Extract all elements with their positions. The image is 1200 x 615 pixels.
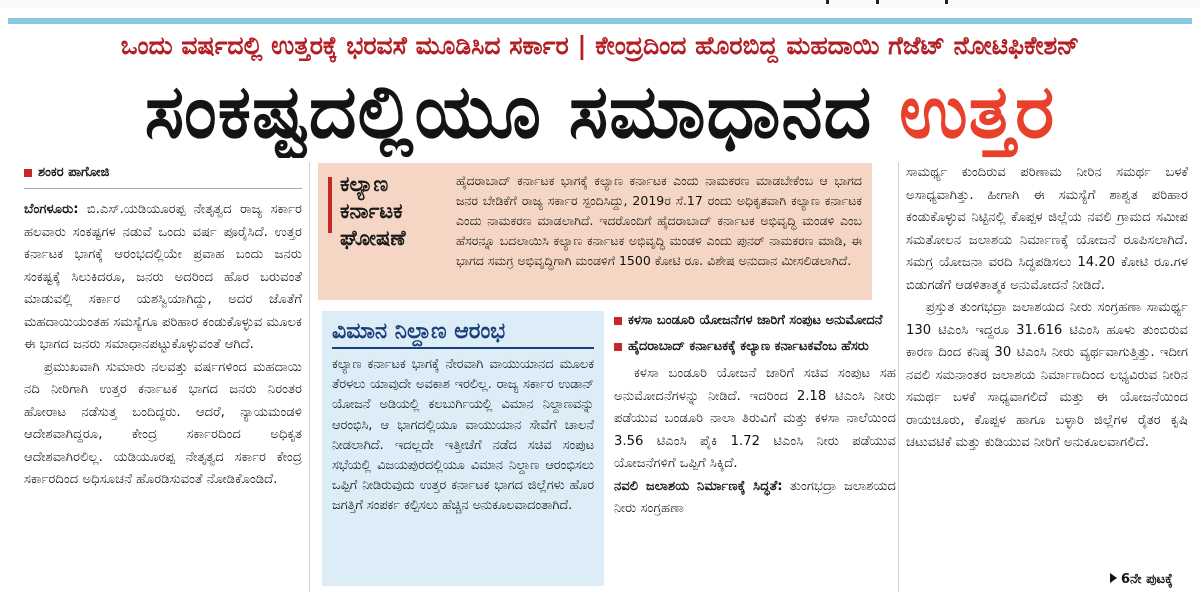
infobox-body: ಹೈದರಾಬಾದ್ ಕರ್ನಾಟಕ ಭಾಗಕ್ಕೆ ಕಲ್ಯಾಣ ಕರ್ನಾಟಕ ಎಂದು ನಾಮಕರಣ ಮಾಡಬೇಕೆಂಬ ಆ ಭಾಗದ ಜನರ ಬೇಡಿಕೆಗೆ ರಾಜ್ಯ ಸರ್ಕಾರ ಸ್ಪಂದಿಸಿದ್ದು, 2019ರ ಸೆ.17 ರಂದು ಅಧಿಕೃತವಾಗಿ ಕಲ್ಯಾಣ ಕರ್ನಾಟಕ ಎಂದು ನಾಮಕರಣ ಮಾಡಲಾಗಿದೆ. ಇದರೊಂದಿಗೆ ಹೈದರಾಬಾದ್ ಕರ್ನಾಟಕ ಅಭಿವೃದ್ಧಿ ಮಂಡಳಿ ಎಂಬ ಹೆಸರನ್ನೂ ಬದಲಾಯಿಸಿ ಕಲ್ಯಾಣ ಕರ್ನಾಟಕ ಅಭಿವೃದ್ಧಿ ಮಂಡಳಿ ಎಂದು ಪುನರ್ ನಾಮಕರಣ ಮಾಡಿ, ಈ ಭಾಗದ ಸಮಗ್ರ ಅಭಿವೃದ್ಧಿಗಾಗಿ ಮಂಡಳಿಗೆ 1500 ಕೋಟಿ ರೂ. ವಿಶೇಷ ಅನುದಾನ ಮೀಸಲಿಡಲಾಗಿದೆ.	[456, 173, 862, 268]
byline-author: ಶಂಕರ ಪಾಗೋಜಿ	[38, 165, 110, 180]
paragraph-text: ಬಿ.ಎಸ್.ಯಡಿಯೂರಪ್ಪ ನೇತೃತ್ವದ ರಾಜ್ಯ ಸರ್ಕಾರ ಹಲವಾರು ಸಂಕಷ್ಟಗಳ ನಡುವೆ ಒಂದು ವರ್ಷ ಪೂರೈಸಿದೆ. ಉತ್ತರ ಕರ್ನಾಟಕ ಭಾಗಕ್ಕೆ ಆರಂಭದಲ್ಲಿಯೇ ಪ್ರವಾಹ ಬಂದು ಜನರು ಸಂಕಷ್ಟಕ್ಕೆ ಸಿಲುಕಿದರೂ, ಜನರು ಅದರಿಂದ ಹೊರ ಬರುವಂತೆ ಮಾಡುವಲ್ಲಿ ಸರ್ಕಾರ ಯಶಸ್ವಿಯಾಗಿದ್ದು, ಅದರ ಜೊತೆಗೆ ಮಹದಾಯಿಯಂತಹ ಸಮಸ್ಯೆಗೂ ಪರಿಹಾರ ಕಂಡುಕೊಳ್ಳುವ ಮೂಲಕ ಈ ಭಾಗದ ಜನರು ಸಮಾಧಾನಪಟ್ಟುಕೊಳ್ಳುವಂತೆ ಆಗಿದೆ.	[24, 202, 302, 352]
continued-link[interactable]	[1110, 572, 1173, 587]
kalyana-karnataka-box	[318, 163, 872, 300]
top-mark	[826, 0, 829, 4]
subhead-text: ಹೈದರಾಬಾದ್ ಕರ್ನಾಟಕಕ್ಕೆ ಕಲ್ಯಾಣ ಕರ್ನಾಟಕವೆಂಬ ಹೆಸರು	[628, 339, 869, 354]
top-mark	[945, 0, 948, 4]
paragraph	[614, 476, 896, 521]
column-divider	[898, 162, 899, 592]
paragraph	[24, 199, 302, 357]
paragraph-lead: ನವಲಿ ಜಲಾಶಯ ನಿರ್ಮಾಣಕ್ಕೆ ಸಿದ್ಧತೆ:	[614, 478, 783, 494]
byline-divider	[24, 188, 302, 189]
bullet-square-icon	[614, 317, 622, 325]
column-1	[24, 162, 302, 492]
airport-body: ಕಲ್ಯಾಣ ಕರ್ನಾಟಕ ಭಾಗಕ್ಕೆ ನೇರವಾಗಿ ವಾಯುಯಾನದ ಮೂಲಕ ತೆರಳಲು ಯಾವುದೇ ಅವಕಾಶ ಇರಲಿಲ್ಲ. ರಾಜ್ಯ ಸರ್ಕಾರ ಉಡಾನ್ ಯೋಜನೆ ಅಡಿಯಲ್ಲಿ ಕಲಬುರ್ಗಿಯಲ್ಲಿ ವಿಮಾನ ನಿಲ್ದಾಣವನ್ನು ಆರಂಭಿಸಿ, ಆ ಭಾಗದಲ್ಲಿಯೂ ವಾಯುಯಾನ ಸೇವೆಗೆ ಚಾಲನೆ ನೀಡಲಾಗಿದೆ. ಇದಲ್ಲದೇ ಇತ್ತೀಚೆಗೆ ನಡೆದ ಸಚಿವ ಸಂಪುಟ ಸಭೆಯಲ್ಲಿ ವಿಜಯಪುರದಲ್ಲಿಯೂ ವಿಮಾನ ನಿಲ್ದಾಣ ಆರಂಭಿಸಲು ಒಪ್ಪಿಗೆ ನೀಡಿರುವುದು ಉತ್ತರ ಕರ್ನಾಟಕ ಭಾಗದ ಜಿಲ್ಲೆಗಳು ಹೊರ ಜಗತ್ತಿಗೆ ಸಂಪರ್ಕ ಕಲ್ಪಿಸಲು ಹೆಚ್ಚಿನ ಅನುಕೂಲವಾದಂತಾಗಿದೆ.	[332, 357, 594, 514]
paragraph: ಪ್ರಸ್ತುತ ತುಂಗಭದ್ರಾ ಜಲಾಶಯದ ನೀರು ಸಂಗ್ರಹಣಾ ಸಾಮರ್ಥ್ಯ 130 ಟಿಎಂಸಿ ಇದ್ದರೂ 31.616 ಟಿಎಂಸಿ ಹೂಳು ತುಂಬಿರುವ ಕಾರಣ ದಿಂದ ಕನಿಷ್ಠ 30 ಟಿಎಂಸಿ ನೀರು ವ್ಯರ್ಥವಾಗುತ್ತಿತ್ತು. ಇದೀಗ ನವಲಿ ಸಮನಾಂತರ ಜಲಾಶಯ ನಿರ್ಮಾಣದಿಂದ ಲಭ್ಯವಿರುವ ನೀರಿನ ಸಮರ್ಥ ಬಳಕೆ ಸಾಧ್ಯವಾಗಲಿದೆ ಮತ್ತು ಈ ಯೋಜನೆಯಿಂದ ರಾಯಚೂರು, ಕೊಪ್ಪಳ ಹಾಗೂ ಬಳ್ಳಾರಿ ಜಿಲ್ಲೆಗಳ ರೈತರ ಕೃಷಿ ಚಟುವಟಿಕೆ ಮತ್ತು ಕುಡಿಯುವ ನೀರಿಗೆ ಅನುಕೂಲವಾಗಲಿದೆ.	[906, 300, 1188, 450]
column-3	[614, 311, 896, 521]
dateline: ಬೆಂಗಳೂರು:	[24, 202, 79, 217]
top-strip	[0, 0, 1200, 8]
paragraph: ಪ್ರಮುಖವಾಗಿ ಸುಮಾರು ನಲವತ್ತು ವರ್ಷಗಳಿಂದ ಮಹದಾಯಿ ನದಿ ನೀರಿಗಾಗಿ ಉತ್ತರ ಕರ್ನಾಟಕ ಭಾಗದ ಜನರು ನಿರಂತರ ಹೋರಾಟ ನಡೆಸುತ್ತ ಬಂದಿದ್ದರು. ಆದರೆ, ನ್ಯಾಯಮಂಡಳಿ ಆದೇಶವಾಗಿದ್ದರೂ, ಕೇಂದ್ರ ಸರ್ಕಾರದಿಂದ ಅಧಿಕೃತ ಆದೇಶವಾಗಿರಲಿಲ್ಲ. ಯಡಿಯೂರಪ್ಪ ನೇತೃತ್ವದ ಸರ್ಕಾರ ಕೇಂದ್ರ ಸರ್ಕಾರದಿಂದ ಅಧಿಸೂಚನೆ ಹೊರಡಿಸುವಂತೆ ನೋಡಿಕೊಂಡಿದೆ.	[24, 359, 302, 487]
subhead	[614, 311, 896, 331]
bullet-square-icon	[24, 169, 32, 177]
infobox-title: ಕಲ್ಯಾಣ ಕರ್ನಾಟಕ ಘೋಷಣೆ	[340, 172, 406, 250]
column-4	[906, 162, 1188, 455]
bullet-square-icon	[614, 343, 622, 351]
subhead	[614, 337, 896, 357]
infobox-title-wrap	[328, 171, 452, 292]
top-mark	[876, 0, 879, 4]
airport-title: ವಿಮಾನ ನಿಲ್ದಾಣ ಆರಂಭ	[332, 317, 594, 349]
airport-box	[322, 311, 604, 586]
header-rule	[8, 18, 1192, 24]
column-divider	[309, 162, 310, 592]
byline	[24, 162, 302, 186]
paragraph: ಕಳಸಾ ಬಂಡೂರಿ ಯೋಜನೆ ಜಾರಿಗೆ ಸಚಿವ ಸಂಪುಟ ಸಹ ಅನುಮೋದನೆಗಳನ್ನು ನೀಡಿದೆ. ಇದರಿಂದ 2.18 ಟಿಎಂಸಿ ನೀರು ಪಡೆಯುವ ಬಂಡೂರಿ ನಾಲಾ ತಿರುವಿಗೆ ಮತ್ತು ಕಳಸಾ ನಾಲೆಯಿಂದ 3.56 ಟಿಎಂಸಿ ಪೈಕಿ 1.72 ಟಿಎಂಸಿ ನೀರು ಪಡೆಯುವ ಯೋಜನೆಗಳಿಗೆ ಒಪ್ಪಿಗೆ ಸಿಕ್ಕಿದೆ.	[614, 366, 896, 471]
kicker-line: ಒಂದು ವರ್ಷದಲ್ಲಿ ಉತ್ತರಕ್ಕೆ ಭರವಸೆ ಮೂಡಿಸಿದ ಸರ್ಕಾರ | ಕೇಂದ್ರದಿಂದ ಹೊರಬಿದ್ದ ಮಹದಾಯಿ ಗೆಜೆಟ್ ನೋಟಿಫಿಕೇಶನ್	[120, 31, 1080, 60]
subhead-text: ಕಳಸಾ ಬಂಡೂರಿ ಯೋಜನೆಗಳ ಜಾರಿಗೆ ಸಂಪುಟ ಅನುಮೋದನೆ	[628, 313, 883, 328]
paragraph: ಸಾಮರ್ಥ್ಯ ಕುಂದಿರುವ ಪರಿಣಾಮ ನೀರಿನ ಸಮರ್ಥ ಬಳಕೆ ಅಸಾಧ್ಯವಾಗಿತ್ತು. ಹೀಗಾಗಿ ಈ ಸಮಸ್ಯೆಗೆ ಶಾಶ್ವತ ಪರಿಹಾರ ಕಂಡುಕೊಳ್ಳುವ ನಿಟ್ಟಿನಲ್ಲಿ ಕೊಪ್ಪಳ ಜಿಲ್ಲೆಯ ನವಲಿ ಗ್ರಾಮದ ಸಮೀಪ ಸಮತೋಲನ ಜಲಾಶಯ ನಿರ್ಮಾಣಕ್ಕೆ ಯೋಜನೆ ರೂಪಿಸಲಾಗಿದೆ. ಸಮಗ್ರ ಯೋಜನಾ ವರದಿ ಸಿದ್ಧಪಡಿಸಲು 14.20 ಕೋಟಿ ರೂ.ಗಳ ಬಿಡುಗಡೆಗೆ ಆಡಳಿತಾತ್ಮಕ ಅನುಮೋದನೆ ನೀಡಿದೆ.	[906, 165, 1188, 293]
headline-main: ಸಂಕಷ್ಟದಲ್ಲಿಯೂ ಸಮಾಧಾನದ	[144, 69, 900, 155]
arrow-right-icon	[1110, 573, 1117, 583]
paragraph-text: ತುಂಗಭದ್ರಾ ಜಲಾಶಯದ ನೀರು ಸಂಗ್ರಹಣಾ	[614, 478, 896, 516]
headline-accent: ಉತ್ತರ	[899, 69, 1056, 155]
continued-text: 6ನೇ ಪುಟಕ್ಕೆ	[1121, 572, 1173, 587]
accent-bar	[328, 177, 332, 233]
headline	[0, 66, 1200, 158]
